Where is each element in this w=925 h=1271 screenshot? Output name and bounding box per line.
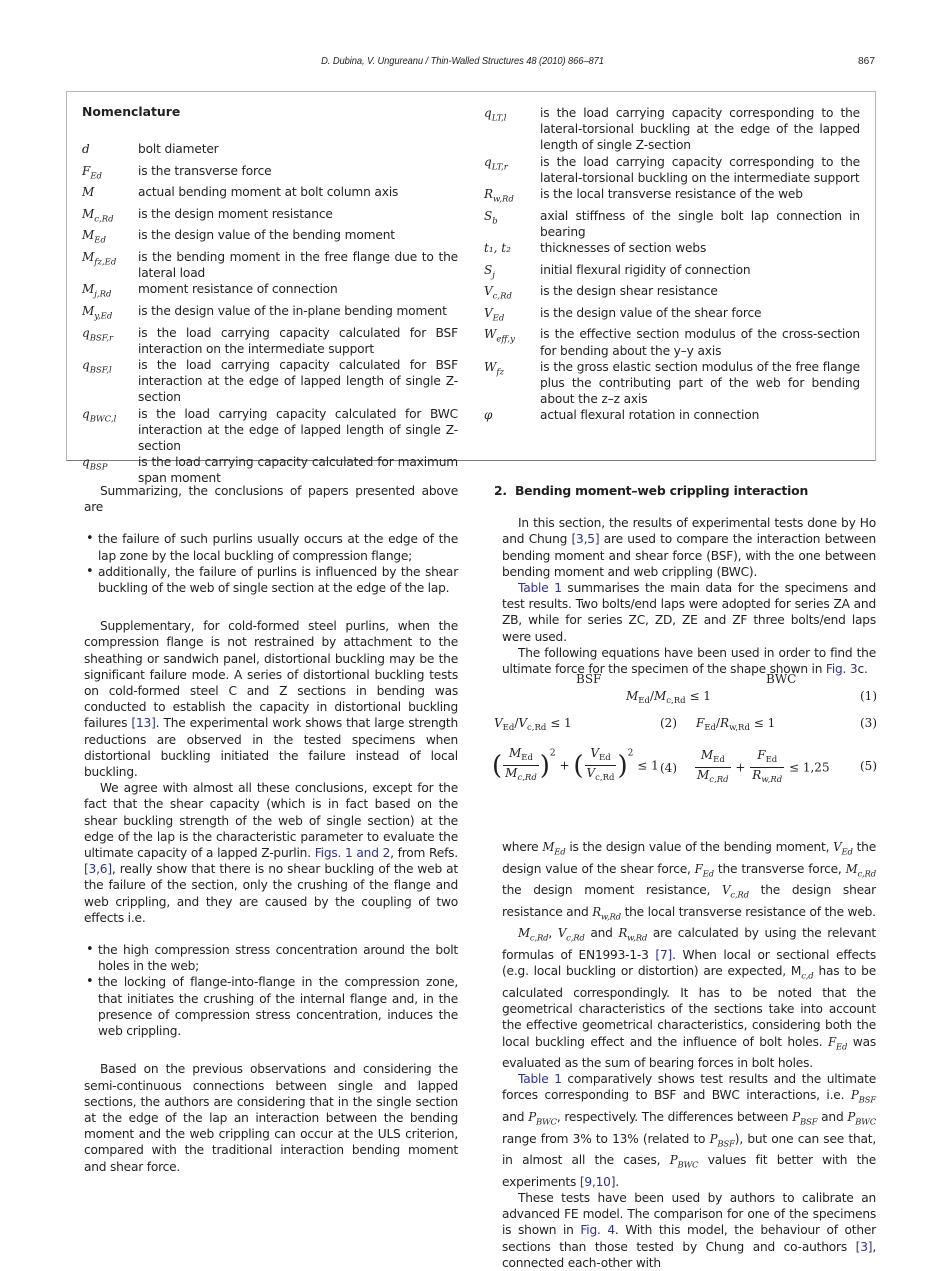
- nomenclature-entry: [484, 262, 860, 284]
- nomenclature-symbol: $q_{LT,l}$: [484, 106, 507, 124]
- nomenclature-definition: is the load carrying capacity calculated for BSF interaction on the intermediate support: [138, 325, 458, 356]
- nomenclature-symbol: $V_{Ed}$: [484, 305, 505, 324]
- nomenclature-symbol: $M_{fz,Ed}$: [82, 249, 117, 268]
- nomenclature-definition: initial flexural rigidity of connection: [540, 262, 751, 277]
- nomenclature-symbol: $q_{BSF,r}$: [82, 325, 114, 343]
- nomenclature-definition: is the gross elastic section modulus of the free flange plus the contributing part of the web for bending about the z–z axis: [540, 359, 860, 407]
- nomenclature-definition: bolt diameter: [138, 142, 219, 156]
- equation-3: $F_{Ed}/R_{w,Rd} \le 1$: [696, 716, 776, 733]
- nomenclature-symbol: $q_{BWC,l}$: [82, 406, 117, 424]
- nomenclature-definition: thicknesses of section webs: [540, 241, 707, 256]
- equation-number-2: (2): [660, 716, 677, 730]
- nomenclature-entry: [484, 186, 860, 208]
- table-link-1-b[interactable]: Table 1: [518, 1072, 562, 1087]
- nomenclature-definition: is the load carrying capacity calculated for BWC interaction at the edge of lapped length of single Z-section: [138, 406, 458, 453]
- paragraph-equations-intro: The following equations have been used in order to find the ultimate force for the specimen of the shape shown in Fig. 3c.: [502, 645, 876, 677]
- nomenclature-entry: [82, 454, 458, 486]
- nomenclature-entry: [484, 105, 860, 154]
- equation-1: $M_{Ed}/M_{c,Rd} \le 1$: [626, 689, 711, 706]
- section-title: Bending moment–web crippling interaction: [514, 483, 809, 498]
- nomenclature-definition: is the effective section modulus of the cross-section for bending about the y–y axis: [540, 327, 860, 358]
- paragraph-calculated: $M_{c,Rd}$, $V_{c,Rd}$ and $R_{w,Rd}$ are calculated by using the relevant formulas of EN1993-1-3 [7]. When local or sectional effects (e.g. local buckling or distortion) are expected, $M_{c,d}$ has to be calculated correspondingly. It has to be noted that the geometrical characteristics of the sections take into account the effective geometrical characteristics, considering both the local buckling effect and the influence of bolt holes. $F_{Ed}$ was evaluated as the sum of bearing forces in bolt holes.: [502, 926, 876, 1071]
- nomenclature-entry: [82, 184, 458, 206]
- nomenclature-symbol: d: [82, 142, 90, 156]
- ref-link-7[interactable]: [7]: [655, 948, 673, 963]
- nomenclature-entry: [82, 249, 458, 281]
- list-item: • the locking of flange-into-flange in the compression zone, that initiates the crushing of the internal flange and, in the presence of compression stress concentration, induces the web crippling.: [84, 974, 458, 1039]
- nomenclature-entry: [82, 357, 458, 406]
- nomenclature-symbol: $q_{LT,r}$: [484, 154, 508, 172]
- ref-link-3[interactable]: [3]: [855, 1239, 873, 1254]
- section-heading: [494, 483, 876, 499]
- nomenclature-definition: is the bending moment in the free flange due to the lateral load: [138, 249, 458, 281]
- equation-5: $\frac{M_{Ed}}{M_{c,Rd}}$ + $\frac{F_{Ed}}{R_{w,Rd}}$ ≤ 1,25: [697, 748, 830, 785]
- equation-heading-bsf: BSF: [576, 672, 602, 686]
- paragraph-agree: We agree with almost all these conclusions, except for the fact that the shear capacity (which is in fact based on the shear buckling strength of the web of single section) at the edge of the lap is the characteristic parameter to evaluate the ultimate capacity of a lapped Z-purlin. Figs. 1 and 2, from Refs. [3,6], really show that there is no shear buckling of the web at the failure of the section, only the crushing of the flange and web crippling, and they are caused by the coupling of two effects i.e.: [84, 781, 458, 925]
- nomenclature-entry: [484, 326, 860, 358]
- equation-number-5: (5): [860, 759, 877, 773]
- nomenclature-entry: [484, 283, 860, 305]
- nomenclature-symbol: $M_{y,Ed}$: [82, 303, 113, 322]
- conclusions-list: [84, 531, 458, 596]
- equation-number-3: (3): [860, 716, 877, 730]
- nomenclature-definition: is the transverse force: [138, 163, 272, 178]
- paragraph-based-on: Based on the previous observations and considering the semi-continuous connections between single and lapped sections, the authors are considering that in the single section at the edge of the lap an interaction between the bending moment and the web crippling can occur at the ULS criterion, compared with the traditional interaction bending moment and shear force.: [84, 1062, 458, 1174]
- paragraph-summary-intro: Summarizing, the conclusions of papers presented above are: [84, 484, 458, 515]
- nomenclature-entry: [484, 154, 860, 186]
- ref-link-3-5[interactable]: [3,5]: [571, 532, 600, 547]
- equation-2: $V_{Ed}/V_{c,Rd} \le 1$: [494, 716, 572, 733]
- nomenclature-symbol: $W_{fz}$: [484, 359, 504, 378]
- nomenclature-symbol: $F_{Ed}$: [82, 163, 102, 181]
- nomenclature-definition: is the design shear resistance: [540, 284, 718, 299]
- paragraph-table-summary: Table 1 summarises the main data for the specimens and test results. Two bolts/end laps were adopted for series ZA and ZB, while for series ZC, ZD, ZE and ZF three bolts/end laps were used.: [502, 581, 876, 644]
- paragraph-distortional: Supplementary, for cold-formed steel purlins, when the compression flange is not restrained by attachment to the sheathing or sandwich panel, distortional buckling may be the significant failure mode. A series of distortional buckling tests on cold-formed steel C and Z sections in bending was conducted to establish the capacity in distortional buckling failures [13]. The experimental work shows that large strength reductions are observed in the tested specimens when distortional buckling initiated the failure instead of local buckling.: [84, 619, 458, 780]
- nomenclature-symbol: $q_{BSF,l}$: [82, 357, 112, 376]
- nomenclature-symbol: $V_{c,Rd}$: [484, 284, 512, 302]
- nomenclature-entry: [82, 303, 458, 325]
- nomenclature-entry: [82, 325, 458, 357]
- nomenclature-entry: [484, 208, 860, 240]
- fig-link-3[interactable]: Fig. 3: [825, 662, 858, 677]
- nomenclature-entry: [484, 359, 860, 408]
- equation-number-4: (4): [660, 761, 677, 775]
- nomenclature-definition: axial stiffness of the single bolt lap connection in bearing: [540, 208, 860, 239]
- nomenclature-symbol: $M_{Ed}$: [82, 228, 106, 246]
- nomenclature-left-column: [82, 141, 458, 487]
- nomenclature-definition: moment resistance of connection: [138, 282, 338, 297]
- list-item: • additionally, the failure of purlins is influenced by the shear buckling of the web of single section at the edge of the lap.: [84, 564, 458, 596]
- nomenclature-entry: [82, 163, 458, 185]
- paragraph-section-intro: In this section, the results of experimental tests done by Ho and Chung [3,5] are used to compare the interaction between bending moment and shear force (BSF), with the one between bending moment and web crippling (BWC).: [502, 516, 876, 579]
- nomenclature-definition: is the design value of the in-plane bending moment: [138, 303, 447, 318]
- nomenclature-definition: is the load carrying capacity calculated for BSF interaction at the edge of lapped length of single Z-section: [138, 357, 458, 405]
- paragraph-where: where $M_{Ed}$ is the design value of the bending moment, $V_{Ed}$ the design value of the shear force, $F_{Ed}$ the transverse force, $M_{c,Rd}$ the design moment resistance, $V_{c,Rd}$ the design shear resistance and $R_{w,Rd}$ the local transverse resistance of the web.: [502, 840, 877, 923]
- nomenclature-symbol: $S_b$: [484, 208, 498, 226]
- nomenclature-definition: actual flexural rotation in connection: [540, 408, 760, 423]
- equation-number-1: (1): [860, 689, 877, 703]
- page-number: 867: [858, 56, 875, 67]
- equation-heading-bwc: BWC: [766, 672, 797, 686]
- nomenclature-entry: [82, 281, 458, 303]
- effects-list: [84, 942, 458, 1039]
- nomenclature-definition: is the load carrying capacity corresponding to the lateral-torsional buckling on the intermediate support: [540, 154, 860, 185]
- nomenclature-symbol: $M_{j,Rd}$: [82, 282, 112, 300]
- nomenclature-symbol: M: [82, 185, 95, 200]
- nomenclature-definition: is the design value of the shear force: [540, 305, 762, 320]
- running-title: D. Dubina, V. Ungureanu / Thin-Walled Structures 48 (2010) 866–871: [321, 56, 604, 67]
- nomenclature-symbol: $R_{w,Rd}$: [484, 187, 514, 205]
- equation-4: ( $\frac{M_{Ed}}{M_{c,Rd}}$ )$^2$ + ( $\frac{V_{Ed}}{V_{c,Rd}}$ )$^2$ ≤ 1: [492, 746, 659, 783]
- nomenclature-title: Nomenclature: [82, 104, 181, 119]
- nomenclature-entry: [484, 305, 860, 327]
- right-column: [494, 483, 877, 1271]
- nomenclature-definition: is the load carrying capacity corresponding to the lateral-torsional buckling at the edge of the lapped length of single Z-section: [540, 106, 860, 153]
- nomenclature-symbol: $q_{BSP}$: [82, 455, 108, 473]
- list-item: • the high compression stress concentration around the bolt holes in the web;: [84, 942, 458, 974]
- nomenclature-symbol: $W_{eff,y}$: [484, 327, 515, 345]
- table-link-1[interactable]: Table 1: [518, 581, 562, 596]
- list-item: • the failure of such purlins usually occurs at the edge of the lap zone by the local buckling of compression flange;: [84, 531, 458, 563]
- left-column: [84, 483, 458, 1175]
- nomenclature-symbol: $M_{c,Rd}$: [82, 206, 114, 225]
- nomenclature-symbol: φ: [484, 408, 493, 423]
- nomenclature-definition: is the design value of the bending moment: [138, 228, 395, 243]
- ref-link-3-6[interactable]: [3,6]: [84, 862, 112, 877]
- nomenclature-definition: is the load carrying capacity calculated for maximum span moment: [138, 455, 458, 486]
- nomenclature-entry: [484, 240, 860, 262]
- ref-link-9-10[interactable]: [9,10]: [579, 1174, 616, 1189]
- section-number: 2.: [494, 483, 507, 498]
- nomenclature-symbol: $S_j$: [484, 262, 495, 280]
- nomenclature-entry: [484, 407, 860, 429]
- nomenclature-entry: [82, 206, 458, 228]
- nomenclature-right-column: [484, 105, 860, 429]
- nomenclature-definition: is the local transverse resistance of the web: [540, 187, 803, 202]
- nomenclature-entry: [82, 406, 458, 455]
- nomenclature-symbol: t₁, t₂: [484, 241, 511, 256]
- nomenclature-definition: actual bending moment at bolt column axis: [138, 185, 399, 200]
- ref-link-13[interactable]: [13]: [131, 716, 156, 731]
- nomenclature-definition: is the design moment resistance: [138, 206, 333, 221]
- nomenclature-entry: [82, 227, 458, 249]
- paragraph-comparison: Table 1 comparatively shows test results and the ultimate forces corresponding to BSF and BWC interactions, i.e. $P_{BSF}$ and $P_{BWC}$, respectively. The differences between $P_{BSF}$ and $P_{BWC}$ range from 3% to 13% (related to $P_{BSF}$), but one can see that, in almost all the cases, $P_{BWC}$ values fit better with the experiments [9,10].: [502, 1072, 877, 1189]
- running-header: [0, 56, 925, 72]
- paragraph-fe-model: These tests have been used by authors to calibrate an advanced FE model. The comparison for one of the specimens is shown in Fig. 4. With this model, the behaviour of other sections than those tested by Chung and co-authors [3], connected each-other with: [502, 1190, 876, 1270]
- fig-link-4[interactable]: Fig. 4: [580, 1223, 615, 1238]
- fig-link-1-2[interactable]: Figs. 1 and 2: [314, 846, 391, 861]
- nomenclature-entry: [82, 141, 458, 163]
